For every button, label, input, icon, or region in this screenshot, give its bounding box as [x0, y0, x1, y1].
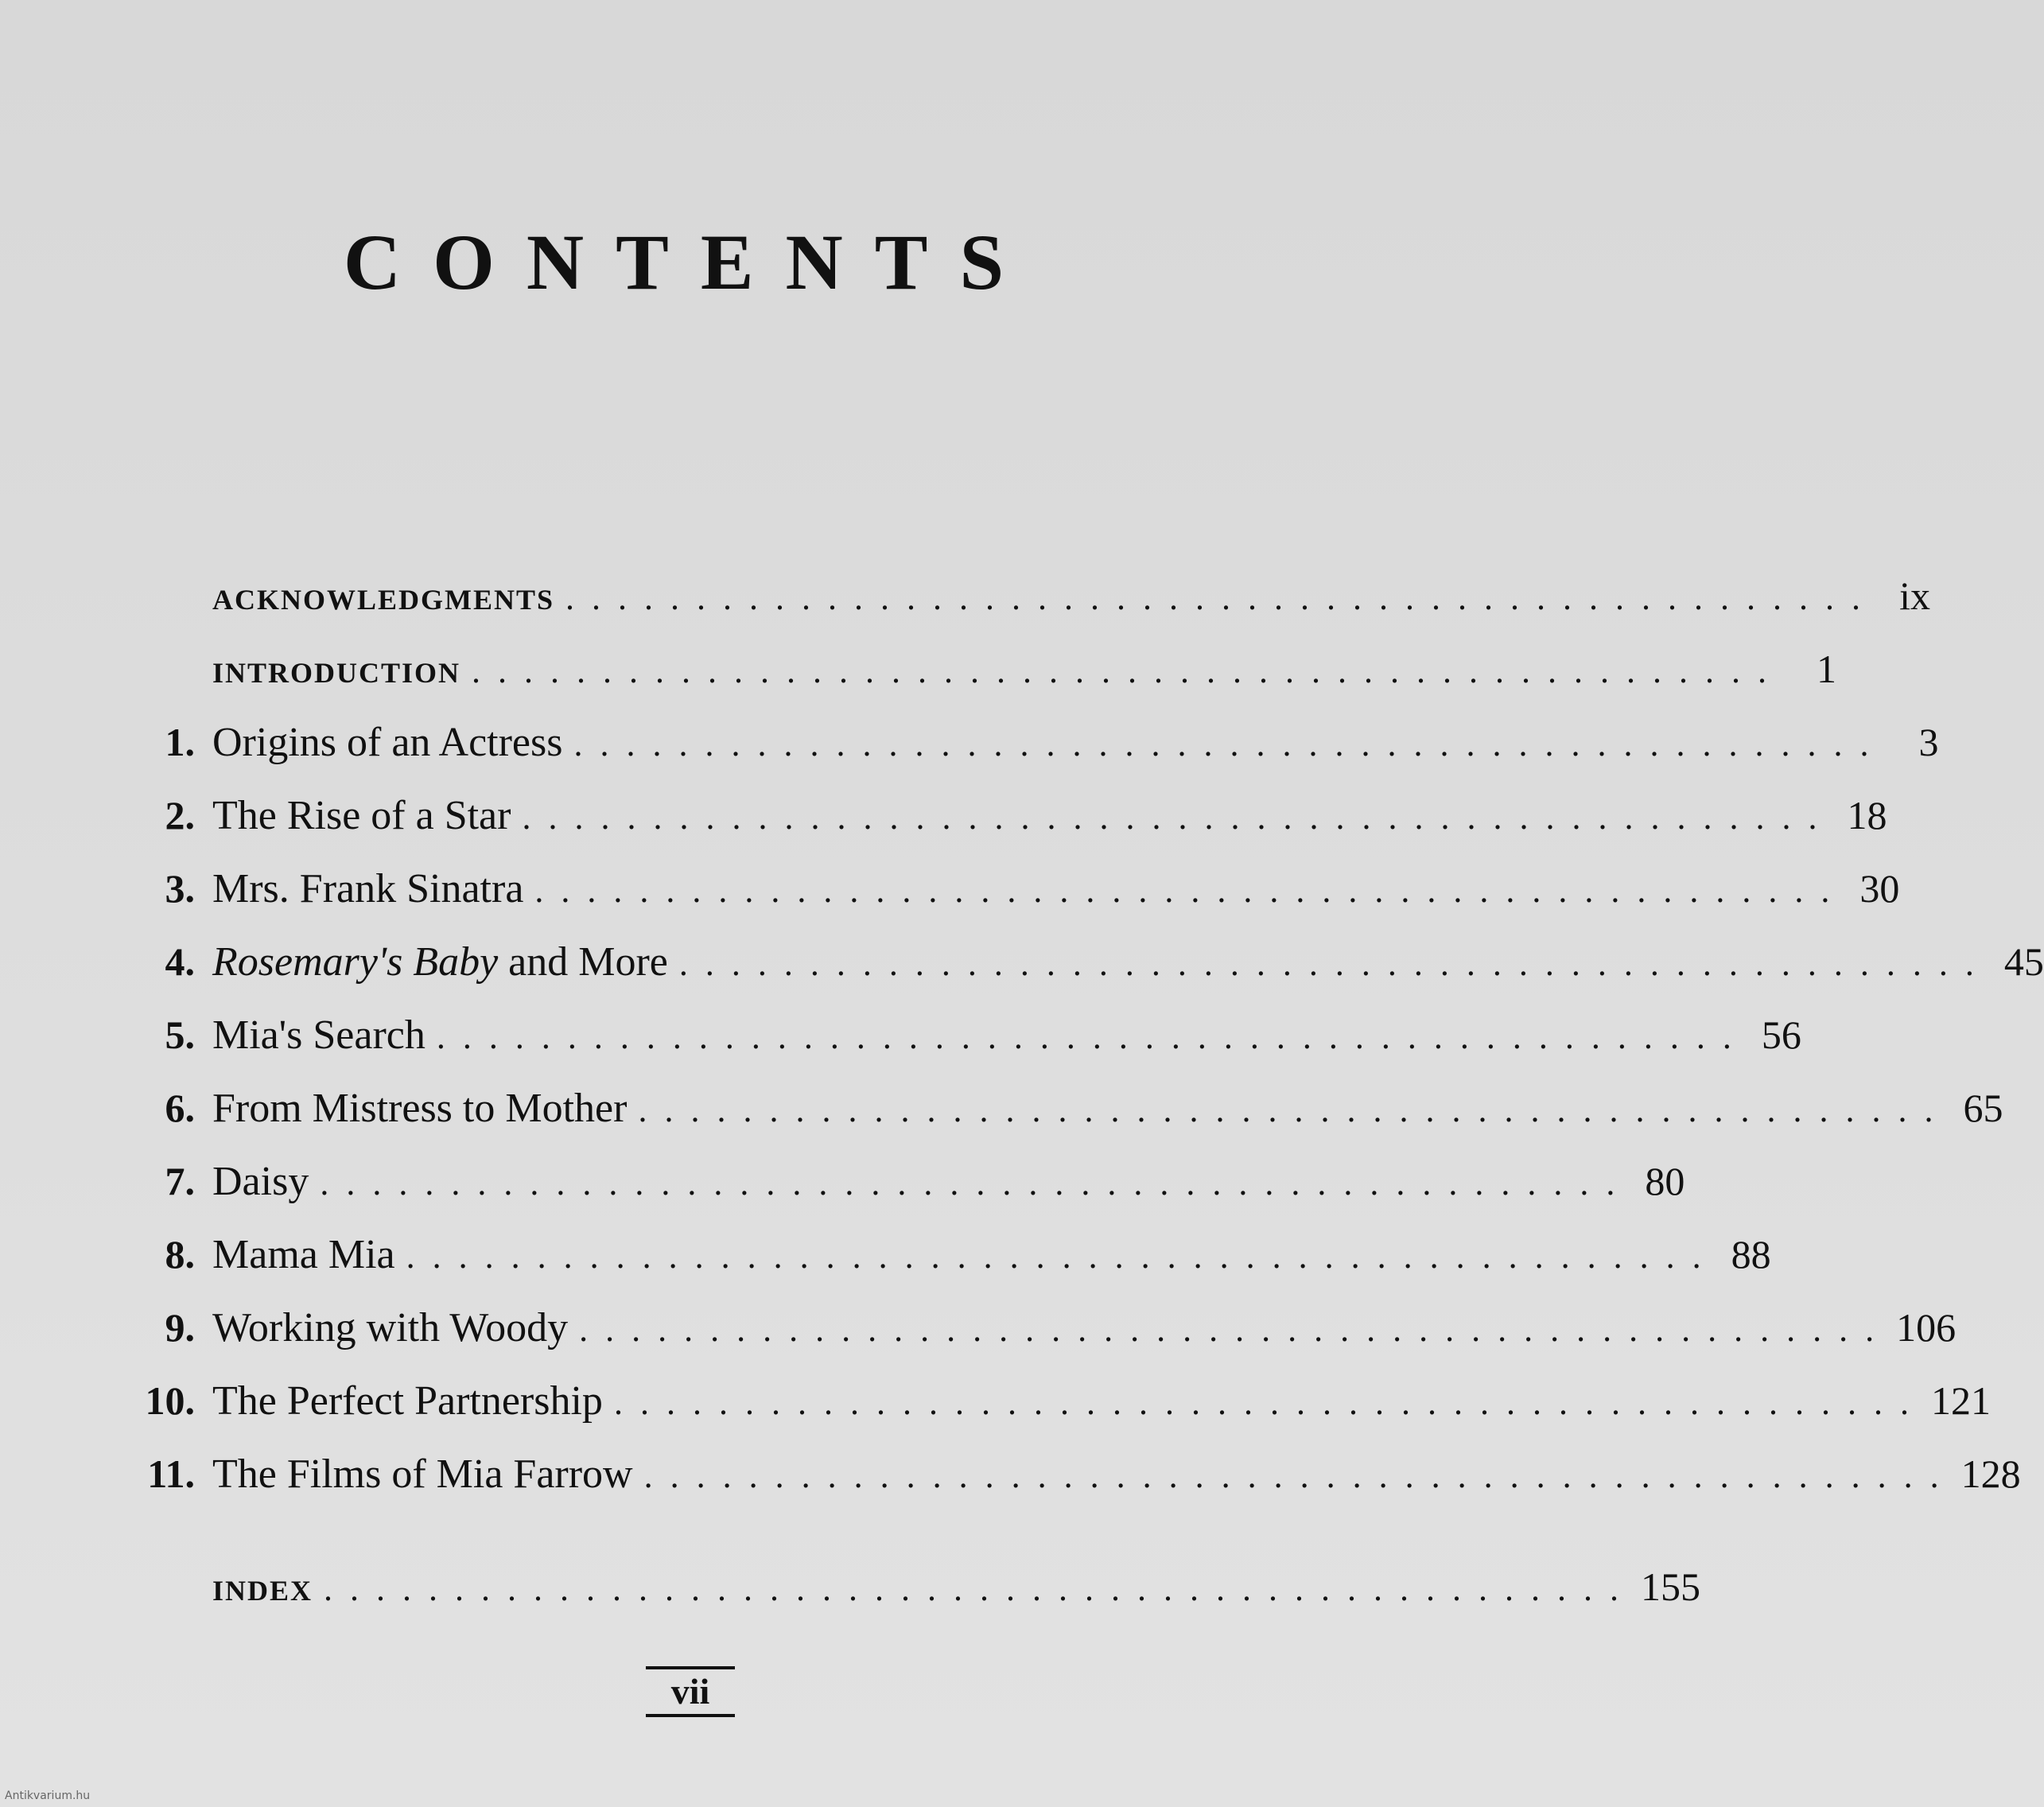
toc-entry-chapter-3 — [119, 865, 1900, 937]
dot-leader: .................................................. — [436, 1017, 1749, 1056]
toc-entry-chapter-10 — [119, 1378, 1991, 1449]
chapter-number: 2. — [165, 793, 195, 837]
dot-leader: .................................................. — [320, 1164, 1633, 1203]
chapter-number: 9. — [165, 1305, 195, 1350]
toc-entry-chapter-9 — [119, 1304, 1957, 1376]
chapter-number: 8. — [165, 1232, 195, 1277]
toc-entry-index — [119, 1564, 1701, 1635]
dot-leader: .................................................. — [638, 1090, 1951, 1129]
chapter-number: 1. — [165, 720, 195, 764]
entry-page: 30 — [1859, 866, 1900, 911]
chapter-number: 6. — [165, 1086, 195, 1130]
watermark: Antikvarium.hu — [5, 1790, 91, 1802]
chapter-title: The Films of Mia Farrow — [212, 1451, 633, 1497]
chapter-title: Working with Woody — [212, 1305, 569, 1350]
page-title: CONTENTS — [343, 218, 1036, 306]
chapter-number: 3. — [165, 866, 195, 911]
toc-entry-chapter-8 — [119, 1231, 1771, 1303]
entry-label: INTRODUCTION — [212, 657, 461, 689]
dot-leader: .................................................. — [678, 944, 1992, 983]
entry-page: 56 — [1761, 1012, 1801, 1057]
chapter-title: From Mistress to Mother — [212, 1086, 628, 1131]
entry-page: 3 — [1918, 720, 1939, 764]
entry-page: 88 — [1731, 1232, 1771, 1277]
chapter-title: The Rise of a Star — [212, 793, 511, 838]
chapter-title: Mrs. Frank Sinatra — [212, 866, 524, 911]
dot-leader: .................................................. — [324, 1569, 1637, 1608]
chapter-number: 5. — [165, 1012, 195, 1057]
toc-entry-chapter-1 — [119, 719, 1939, 791]
dot-leader: .................................................. — [579, 1310, 1892, 1349]
toc-entry-chapter-6 — [119, 1085, 2003, 1156]
entry-page: 155 — [1641, 1564, 1701, 1609]
entry-page: 106 — [1896, 1305, 1957, 1350]
dot-leader: .................................................. — [613, 1383, 1926, 1422]
entry-page: 45 — [2003, 939, 2044, 984]
entry-page: ix — [1899, 573, 1931, 618]
dot-leader: .................................................. — [643, 1456, 1957, 1495]
chapter-title — [212, 938, 668, 985]
dot-leader: .................................................. — [406, 1237, 1719, 1276]
toc-entry-acknowledgments — [119, 573, 1931, 644]
toc-entry-chapter-4 — [119, 938, 2044, 1010]
dot-leader: .................................................. — [573, 725, 1887, 764]
toc-entry-introduction — [119, 646, 1837, 717]
chapter-number: 7. — [165, 1159, 195, 1203]
entry-page: 80 — [1645, 1159, 1685, 1203]
chapter-title: Mia's Search — [212, 1012, 426, 1058]
toc-entry-chapter-7 — [119, 1158, 1685, 1230]
chapter-title: The Perfect Partnership — [212, 1378, 603, 1424]
chapter-title: Mama Mia — [212, 1232, 395, 1277]
entry-page: 121 — [1930, 1378, 1991, 1423]
entry-page: 65 — [1963, 1086, 2003, 1130]
chapter-number: 4. — [165, 939, 195, 984]
entry-page: 1 — [1817, 647, 1837, 691]
chapter-number: 10. — [145, 1378, 195, 1423]
chapter-title: Origins of an Actress — [212, 720, 563, 765]
dot-leader: .................................................. — [472, 651, 1785, 690]
toc-entry-chapter-5 — [119, 1012, 1801, 1083]
entry-page: 18 — [1847, 793, 1887, 837]
chapter-number: 11. — [147, 1451, 195, 1496]
dot-leader: .................................................. — [534, 871, 1848, 910]
dot-leader: .................................................. — [565, 578, 1879, 617]
entry-label: ACKNOWLEDGMENTS — [212, 584, 555, 616]
page-folio: vii — [646, 1666, 735, 1717]
chapter-title-rest: and More — [498, 939, 668, 985]
chapter-title-italic: Rosemary's Baby — [212, 939, 499, 985]
entry-label: INDEX — [212, 1575, 313, 1607]
toc-entry-chapter-11 — [119, 1451, 2021, 1522]
entry-page: 128 — [1960, 1451, 2021, 1496]
dot-leader: .................................................. — [522, 798, 1835, 837]
chapter-title: Daisy — [212, 1159, 309, 1204]
toc-entry-chapter-2 — [119, 792, 1887, 864]
